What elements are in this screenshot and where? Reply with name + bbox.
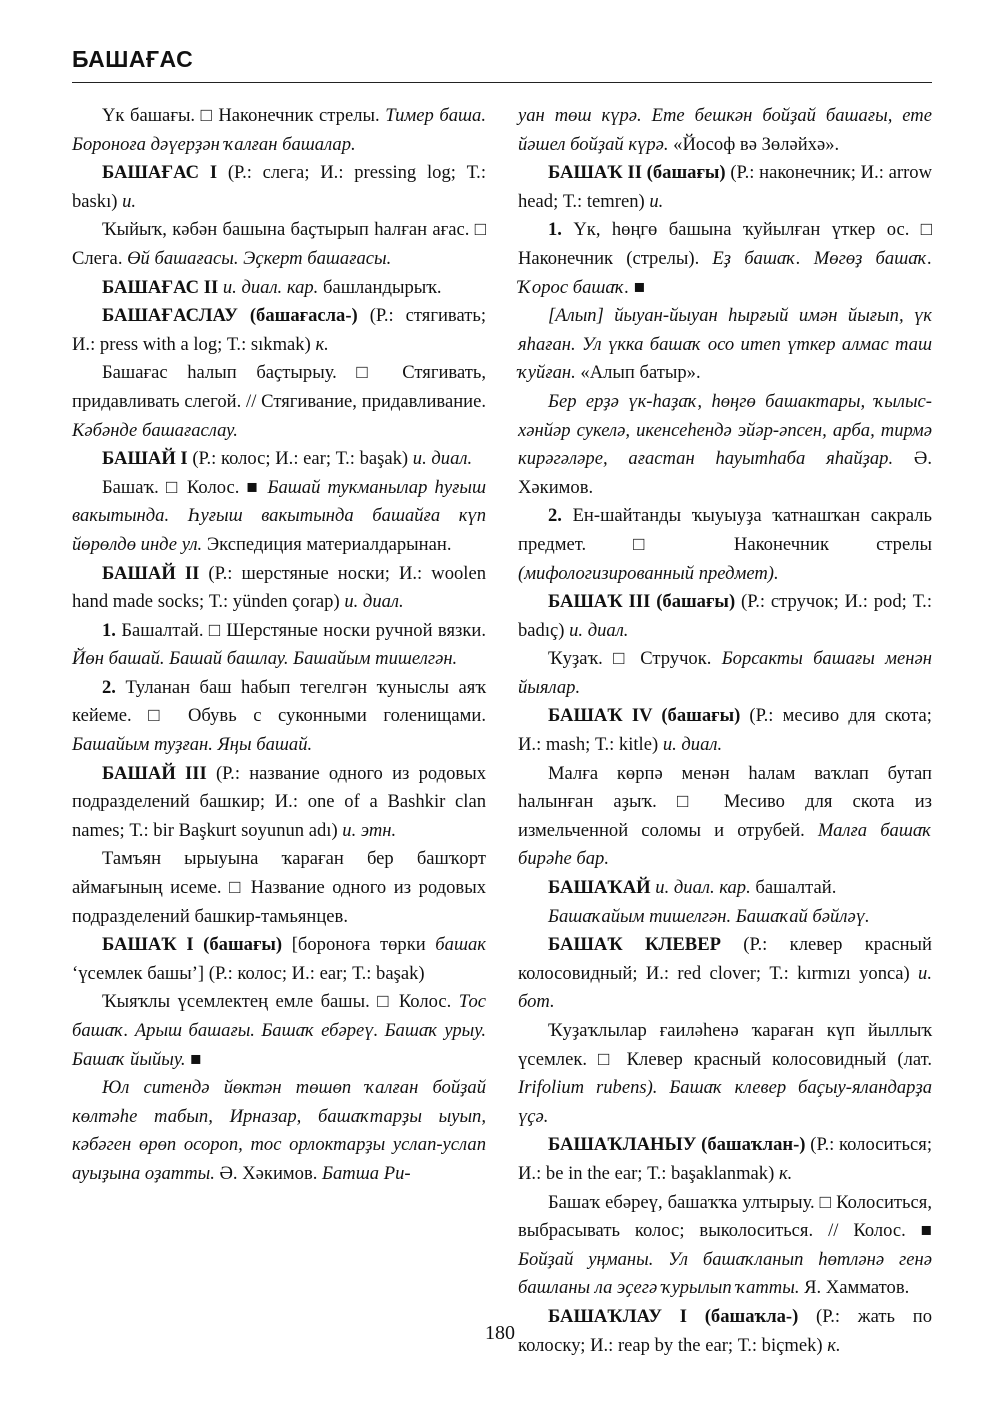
example-italic: Кәбәнде башағаслау. [72, 419, 238, 441]
entry-text: башландырыҡ. [318, 276, 442, 298]
entry-text: Ҡыяҡлы үсемлектең емле башы. □ Колос. [102, 991, 459, 1013]
entry-paragraph [518, 216, 932, 302]
entry-text: (Р.: шерстяные носки; И.: woolen hand made socks; Т.: yünden çorap) [72, 562, 487, 613]
example-italic: и. этн. [342, 819, 397, 841]
entry-text: (Р.: месиво для скота; И.: mash; Т.: kitle) [518, 705, 932, 756]
entry-paragraph [518, 903, 932, 932]
entry-paragraph [72, 617, 486, 674]
example-italic: и. диал. [662, 734, 723, 756]
dictionary-entry [518, 588, 932, 645]
entry-paragraph [518, 1017, 932, 1131]
headword: БАШАҒАС II [102, 276, 219, 298]
entry-paragraph [518, 760, 932, 874]
entry-paragraph [72, 102, 486, 159]
entry-text: (Р.: название одного из родовых подразделений башкир; И.: one of a Bashkir clan names; Т.: bir Başkurt soyunun adı) [72, 762, 486, 841]
sense-number: 1. [548, 219, 562, 241]
entry-text: башалтай. [750, 877, 837, 899]
example-italic: [Алып] йыуан-йыуан һырғый имән йығып, үк яһаған. Ул үкка башаҡ осо итеп үткер алмас таш ҡуйған. [518, 305, 932, 384]
headword: БАШАҠ II (башағы) [548, 162, 726, 184]
dictionary-entry [518, 931, 932, 1017]
headword: БАШАҠЛАУ I (башаҡла-) [548, 1305, 799, 1327]
entry-text: (Р.: стягивать; И.: press with a log; Т.: sıkmak) [72, 305, 486, 355]
example-italic: и. диал. [344, 591, 404, 613]
example-italic: Irifolium rubens). Башаҡ клевер баҫыу-яландарҙа үҫә. [518, 1077, 932, 1127]
headword: БАШАҒАС I [102, 162, 218, 184]
example-italic: Өй башағасы. Эҫкерт башағасы. [127, 247, 392, 269]
example-italic: и. [649, 190, 664, 212]
dictionary-entry [72, 445, 486, 474]
entry-text: [бороноға төрки [282, 934, 436, 956]
example-italic: к. [827, 1334, 841, 1356]
example-italic: Батша Ри- [322, 1162, 411, 1184]
headword: БАШАЙ I [102, 448, 188, 470]
entry-text: Ен-шайтанды ҡыуыуҙа ҡатнашҡан сакраль предмет. □ Наконечник стрелы [518, 505, 932, 555]
example-italic: Башай тукманылар һуғыш вакытында. Һуғыш вакытында башайға күп йөрөлдө инде ул. [72, 476, 486, 555]
headword: БАШАҠ IV (башағы) [548, 705, 741, 727]
example-italic: Тос башаҡ. Арыш башағы. Башаҡ ебәреү. Башаҡ урыу. Башаҡ йыйыу. [72, 991, 486, 1070]
entry-paragraph [518, 502, 932, 588]
entry-text: (Р.: слега; И.: pressing log; Т.: baskı) [72, 162, 486, 212]
entry-text: Экспедиция материалдарынан. [202, 533, 452, 555]
example-italic: (мифологизированный предмет). [518, 562, 779, 584]
headword: БАШАҠАЙ [548, 877, 651, 899]
entry-text: Башаҡ. □ Колос. ■ [102, 476, 268, 498]
dictionary-entry [72, 560, 486, 617]
headword: БАШАЙ II [102, 562, 200, 584]
entry-paragraph [518, 302, 932, 388]
headword: БАШАЙ III [102, 762, 207, 784]
example-italic: Юл ситендә йөктән төшөп ҡалған бойҙай көлтәһе табып, Ирназар, башаҡтарҙы ыуып, кәбәген өрөп осороп, тос орлоктарҙы услап-услап ауыҙына оҙатты. [72, 1077, 486, 1184]
entry-text: Ҡуҙаҡлылар ғаиләһенә ҡараған күп йыллыҡ үсемлек. □ Клевер красный колосовидный (лат. [518, 1020, 932, 1070]
entry-text: Малға көрпә менән һалам ваҡлап бутап һалынған аҙыҡ. □ Месиво для скота из измельченной соломы и отрубей. [518, 762, 932, 841]
entry-text: (Р.: клевер красный колосовидный; И.: red clover; Т.: kırmızı yonca) [518, 934, 933, 984]
dictionary-entry [72, 302, 486, 359]
right-column [518, 102, 932, 1360]
entry-paragraph [72, 674, 486, 760]
entry-text: (Р.: наконечник; И.: arrow head; Т.: temren) [518, 162, 932, 212]
example-italic: Башайым туҙған. Яңы башай. [72, 734, 313, 756]
example-italic: Еҙ башаҡ. Мөгөҙ башаҡ. Ҡорос башаҡ. [518, 247, 932, 298]
dictionary-entry [72, 159, 486, 216]
headword: БАШАҠ I (башағы) [102, 934, 283, 956]
entry-paragraph [72, 988, 486, 1074]
example-italic: Тимер баша. Бороноға дәүерҙән ҡалған башалар. [72, 105, 486, 155]
dictionary-entry [518, 1131, 932, 1188]
running-head: БАШАҒАС [72, 46, 194, 72]
entry-text: ■ [629, 276, 646, 298]
entry-text: Ә. Хәкимов. [518, 448, 932, 498]
example-italic: башак [435, 934, 486, 956]
example-italic: и. [122, 190, 137, 212]
entry-text: Башаҡ ебәреү, башаҡҡа ултырыу. □ Колоситься, выбрасывать колос; выколоситься. // Колос. ■ [518, 1191, 932, 1242]
headword: БАШАҠ КЛЕВЕР [548, 934, 721, 956]
entry-text: (Р.: жать по колоску; И.: reap by the ear; Т.: biçmek) [518, 1305, 932, 1356]
example-italic: Йөн башай. Башай башлау. Башайым тишелгән. [72, 648, 458, 670]
example-italic: уан төш күрә. Ете бешкән бойҙай башағы, ете йәшел бойҙай күрә. [518, 105, 932, 155]
entry-paragraph [518, 645, 932, 702]
headword: БАШАҠ III (башағы) [548, 591, 736, 613]
example-italic: к. [778, 1162, 793, 1184]
example-italic: и. бот. [518, 962, 932, 1013]
entry-text: ■ [185, 1048, 202, 1070]
entry-paragraph [72, 1074, 486, 1188]
entry-paragraph [72, 474, 486, 560]
entry-text: ‘үсемлек башы’] (Р.: колос; И.: ear; Т.: başak) [72, 962, 425, 984]
dictionary-entry [518, 702, 932, 759]
example-italic: и. диал. кар. [655, 877, 751, 899]
entry-text: Башалтай. □ Шерстяные носки ручной вязки. [115, 619, 486, 641]
entry-text: «Йософ вә Зөләйхә». [668, 133, 840, 155]
entry-text: (Р.: колоситься; И.: be in the ear; Т.: başaklanmak) [518, 1134, 933, 1184]
example-italic: Борсакты башағы менән йыялар. [518, 648, 932, 698]
page-number: 180 [485, 1322, 515, 1344]
entry-text: (Р.: стручок; И.: pod; Т.: badıç) [518, 591, 932, 641]
dictionary-entry [72, 274, 486, 303]
sense-number: 2. [102, 676, 116, 698]
sense-number: 1. [102, 619, 116, 641]
dictionary-entry [72, 931, 486, 988]
sense-number: 2. [548, 505, 562, 527]
dictionary-entry [518, 159, 932, 216]
headword: БАШАҒАСЛАУ (башағасла-) [102, 305, 358, 327]
entry-text: «Алып батыр». [575, 362, 701, 384]
entry-paragraph [72, 845, 486, 931]
entry-text: Ҡуҙаҡ. □ Стручок. [548, 648, 722, 670]
entry-paragraph [72, 359, 486, 445]
entry-text: Туланан баш һабып тегелгән ҡуныслы аяҡ кейеме. □ Обувь с суконными голенищами. [72, 676, 486, 727]
entry-text: Я. Хамматов. [799, 1277, 910, 1299]
example-italic: и. диал. кар. [222, 276, 319, 298]
entry-paragraph [72, 216, 486, 273]
entry-text: Башағас һалып баҫтырыу. □ Стягивать, придавливать слегой. // Стягивание, придавливание. [72, 362, 486, 412]
entry-paragraph [518, 388, 932, 502]
left-column [72, 102, 486, 1189]
entry-text: Ҡыйыҡ, кәбән башына баҫтырып һалған ағас. □ Слега. [72, 219, 486, 269]
dictionary-entry [72, 760, 486, 846]
entry-text: Тамъян ырыуына ҡараған бер башҡорт аймағының исеме. □ Название одного из родовых подразделений башкир-тамьянцев. [72, 848, 486, 927]
entry-paragraph [518, 102, 932, 159]
example-italic: Бер ерҙә үк-һаҙаҡ, һөңгө башактары, ҡылыс-хәнйәр сукелә, икенсеһендә эйәр-әпсен, арба, тирмә кирәгәләре, ағастан һауытһаба яһайҙар. [518, 390, 932, 470]
headword: БАШАҠЛАНЫУ (башаҡлан-) [548, 1134, 806, 1156]
example-italic: Бойҙай уңманы. Ул башаҡланып һөтләнә генә башланы ла эҫегә ҡурылып ҡатты. [518, 1248, 932, 1299]
example-italic: и. диал. [412, 448, 473, 470]
entry-text: Үк башағы. □ Наконечник стрелы. [102, 105, 386, 126]
dictionary-entry [518, 874, 932, 903]
entry-paragraph [518, 1189, 932, 1303]
entry-text: (Р.: колос; И.: ear; Т.: başak) [187, 448, 413, 470]
example-italic: Башаҡайым тишелгән. Башаҡай бәйләү. [548, 905, 870, 927]
example-italic: к. [315, 333, 329, 355]
entry-text: Ә. Хәкимов. [214, 1162, 323, 1184]
entry-text: Үк, һөңгө башына ҡуйылған үткер ос. □ Наконечник (стрелы). [518, 219, 932, 269]
example-italic: Малға башаҡ бирәһе бар. [518, 819, 932, 870]
example-italic: и. диал. [569, 619, 629, 641]
header-rule [72, 82, 932, 83]
